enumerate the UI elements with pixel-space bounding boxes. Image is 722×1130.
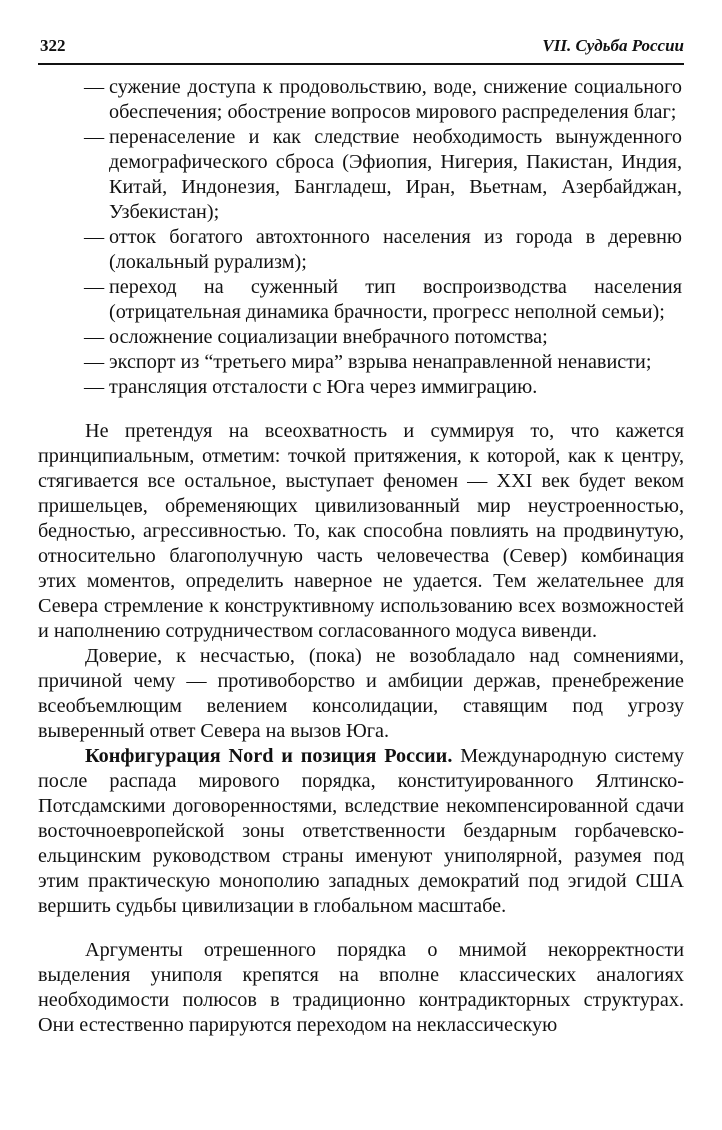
list-item <box>38 275 684 325</box>
list-item-text: сужение доступа к продовольствию, воде, снижение социального обеспечения; обострение вопросов мирового распределения благ; <box>109 76 682 123</box>
list-item-text: отток богатого автохтонного населения из города в деревню (локальный рурализм); <box>109 226 682 273</box>
list-dash: — <box>84 376 105 398</box>
paragraph-lead: Конфигурация Nord и позиция России. <box>85 745 453 767</box>
list-item-text: осложнение социализации внебрачного потомства; <box>109 326 548 348</box>
list-dash: — <box>84 226 105 248</box>
paragraph <box>38 744 684 919</box>
paragraph-text: Доверие, к несчастью, (пока) не возобладало над сомнениями, причиной чему — противоборство и амбиции держав, пренебрежение всеобъемлющим велением консолидации, ставящим под угрозу выверенный ответ Севера на вызов Юга. <box>38 645 684 742</box>
header-rule <box>38 63 684 65</box>
consequence-list <box>38 75 684 400</box>
list-dash: — <box>84 351 105 373</box>
page-body <box>38 75 684 1038</box>
list-dash: — <box>84 126 105 148</box>
list-item-text: переход на суженный тип воспроизводства населения (отрицательная динамика брачности, прогресс неполной семьи); <box>109 276 682 323</box>
paragraph <box>38 419 684 644</box>
list-item-text: экспорт из “третьего мира” взрыва ненаправленной ненависти; <box>109 351 652 373</box>
page-header <box>40 36 684 62</box>
paragraph-text: Аргументы отрешенного порядка о мнимой некорректности выделения униполя крепятся на вполне классических аналогиях необходимости полюсов в традиционно контрадикторных структурах. Они естественно парируются переходом на неклассическую <box>38 939 684 1036</box>
list-dash: — <box>84 76 105 98</box>
paragraph <box>38 938 684 1038</box>
paragraph-text: Международную систему после распада мирового порядка, конституированного Ялтинско-Потсдамскими договоренностями, вследствие некомпенсированной сдачи восточноевропейской зоны ответственности бездарным горбачевско-ельцинским руководством страны именуют униполярной, разумея под этим практическую монополию западных демократий под эгидой США вершить судьбы цивилизации в глобальном масштабе. <box>38 745 684 917</box>
list-item-text: перенаселение и как следствие необходимость вынужденного демографического сброса (Эфиопия, Нигерия, Пакистан, Индия, Китай, Индонезия, Бангладеш, Иран, Вьетнам, Азербайджан, Узбекистан); <box>109 126 682 223</box>
list-item <box>38 125 684 225</box>
list-item <box>38 75 684 125</box>
list-item <box>38 350 684 375</box>
page-number: 322 <box>40 36 66 55</box>
running-title: VII. Судьба России <box>542 36 684 55</box>
list-item <box>38 225 684 275</box>
paragraph-text: Не претендуя на всеохватность и суммируя то, что кажется принципиальным, отметим: точкой притяжения, к которой, как к центру, стягивается все остальное, выступает феномен — XXI век будет веком пришельцев, обременяющих цивилизованный мир неустроенностью, бедностью, агрессивностью. То, как способна повлиять на продвинутую, относительно благополучную часть человечества (Север) комбинация этих моментов, определить наверное не удается. Тем желательнее для Севера стремление к конструктивному использованию всех возможностей и наполнению сотрудничеством согласованного модуса вивенди. <box>38 420 684 642</box>
list-item-text: трансляция отсталости с Юга через иммиграцию. <box>109 376 538 398</box>
list-dash: — <box>84 326 105 348</box>
list-dash: — <box>84 276 105 298</box>
list-item <box>38 375 684 400</box>
paragraph <box>38 644 684 744</box>
list-item <box>38 325 684 350</box>
